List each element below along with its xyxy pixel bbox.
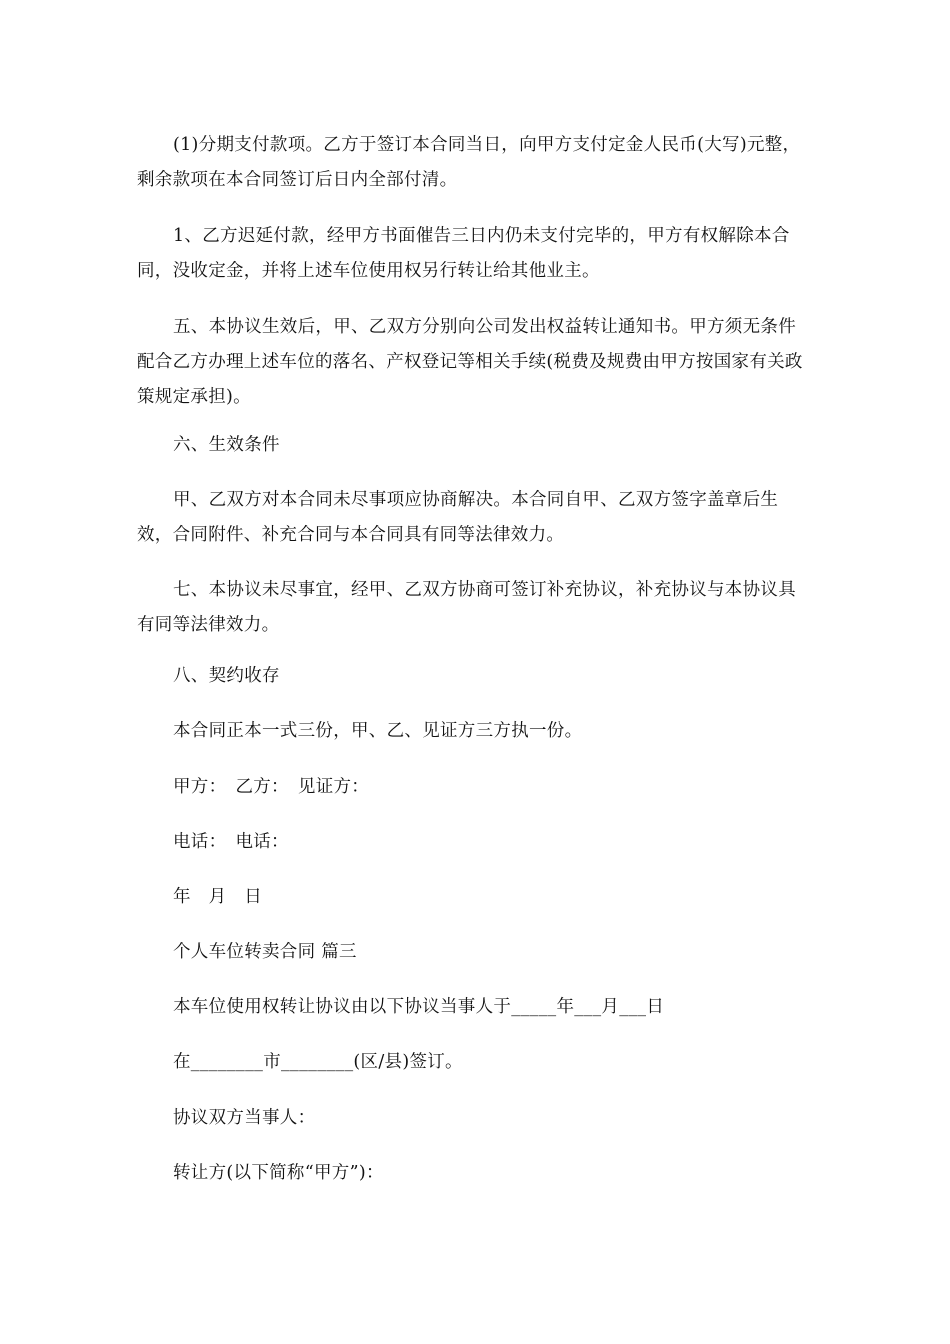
paragraph-clause-seven: 七、本协议未尽事宜，经甲、乙双方协商可签订补充协议，补充协议与本协议具有同等法律效力。 bbox=[137, 580, 796, 635]
heading-effective-conditions: 六、生效条件 bbox=[173, 435, 280, 455]
phone-line: 电话： 电话： bbox=[173, 832, 289, 852]
paragraph-negotiation: 甲、乙双方对本合同未尽事项应协商解决。本合同自甲、乙双方签字盖章后生效，合同附件、补充合同与本合同具有同等法律效力。 bbox=[137, 490, 779, 545]
section-title-part-three: 个人车位转卖合同 篇三 bbox=[173, 942, 357, 962]
paragraph-signing-place: 在________市________(区/县)签订。 bbox=[173, 1052, 463, 1072]
paragraph-late-payment: 1、乙方迟延付款，经甲方书面催告三日内仍未支付完毕的，甲方有权解除本合同，没收定金，并将上述车位使用权另行转让给其他业主。 bbox=[137, 226, 790, 281]
paragraph-transferor: 转让方(以下简称“甲方”)： bbox=[173, 1163, 384, 1183]
heading-contract-storage: 八、契约收存 bbox=[173, 666, 280, 686]
date-line: 年 月 日 bbox=[173, 887, 262, 907]
paragraph-parties-heading: 协议双方当事人： bbox=[173, 1108, 316, 1128]
signature-parties-line: 甲方： 乙方： 见证方： bbox=[173, 777, 370, 797]
paragraph-clause-five: 五、本协议生效后，甲、乙双方分别向公司发出权益转让通知书。甲方须无条件配合乙方办理上述车位的落名、产权登记等相关手续(税费及规费由甲方按国家有关政策规定承担)。 bbox=[137, 317, 803, 407]
paragraph-installment-payment: (1)分期支付款项。乙方于签订本合同当日，向甲方支付定金人民币(大写)元整，剩余款项在本合同签订后日内全部付清。 bbox=[137, 135, 801, 190]
paragraph-copies: 本合同正本一式三份，甲、乙、见证方三方执一份。 bbox=[173, 721, 583, 741]
paragraph-agreement-date: 本车位使用权转让协议由以下协议当事人于_____年___月___日 bbox=[173, 997, 665, 1017]
